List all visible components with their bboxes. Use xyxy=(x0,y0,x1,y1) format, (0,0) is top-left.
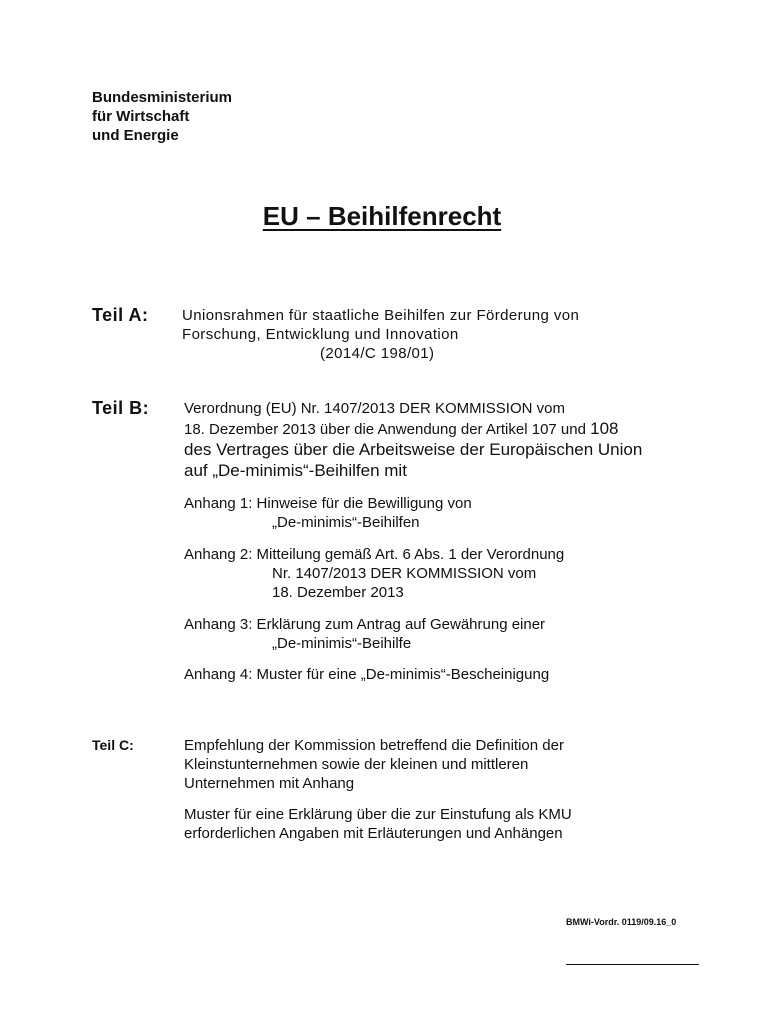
anhang-line: Anhang 4: Muster für eine „De-minimis“-Bescheinigung xyxy=(184,666,550,683)
teil-b-line: Verordnung (EU) Nr. 1407/2013 DER KOMMISSION vom xyxy=(184,400,565,417)
teil-c-line: Muster für eine Erklärung über die zur Einstufung als KMU xyxy=(184,806,572,823)
teil-a-line: Unionsrahmen für staatliche Beihilfen zur Förderung von xyxy=(182,307,580,324)
teil-b-line-part: 108 xyxy=(590,419,619,438)
teil-c-line: Unternehmen mit Anhang xyxy=(184,775,355,792)
anhang-line: 18. Dezember 2013 xyxy=(272,584,404,601)
teil-b-line: des Vertrages über die Arbeitsweise der Europäischen Union xyxy=(184,440,643,459)
teil-b-text xyxy=(184,399,642,481)
teil-a-label: Teil A: xyxy=(92,305,149,325)
teil-b-label: Teil B: xyxy=(92,398,150,418)
teil-a-text xyxy=(182,306,579,363)
anhang-line: Anhang 1: Hinweise für die Bewilligung von xyxy=(184,495,472,512)
teil-a-reference: (2014/C 198/01) xyxy=(320,345,435,362)
anhang-line: „De-minimis“-Beihilfe xyxy=(272,635,412,652)
teil-b-line: auf „De-minimis“-Beihilfen mit xyxy=(184,461,407,480)
teil-c-label: Teil C: xyxy=(92,737,134,753)
ministry-line: Bundesministerium xyxy=(92,89,233,106)
anhang-line: Nr. 1407/2013 DER KOMMISSION vom xyxy=(272,565,537,582)
teil-c-line: erforderlichen Angaben mit Erläuterungen und Anhängen xyxy=(184,825,563,842)
document-title: EU – Beihilfenrecht xyxy=(262,201,502,231)
signature-line xyxy=(566,964,699,965)
anhang-4 xyxy=(184,665,549,684)
ministry-name xyxy=(92,88,232,145)
ministry-line: und Energie xyxy=(92,127,179,144)
anhang-3 xyxy=(184,615,545,653)
anhang-line: Anhang 2: Mitteilung gemäß Art. 6 Abs. 1 der Verordnung xyxy=(184,546,565,563)
teil-c-line: Empfehlung der Kommission betreffend die Definition der xyxy=(184,737,564,754)
teil-c-line: Kleinstunternehmen sowie der kleinen und mittleren xyxy=(184,756,529,773)
teil-b-line xyxy=(184,419,642,439)
teil-c-paragraph-2 xyxy=(184,805,572,843)
teil-c-paragraph-1 xyxy=(184,736,564,793)
anhang-2 xyxy=(184,545,564,602)
teil-a-line: Forschung, Entwicklung und Innovation xyxy=(182,326,459,343)
anhang-1 xyxy=(184,494,472,532)
form-number: BMWi-Vordr. 0119/09.16_0 xyxy=(566,917,677,927)
anhang-line: Anhang 3: Erklärung zum Antrag auf Gewährung einer xyxy=(184,616,546,633)
teil-b-line-part: 18. Dezember 2013 über die Anwendung der Artikel 107 und xyxy=(184,421,586,438)
ministry-line: für Wirtschaft xyxy=(92,108,190,125)
anhang-line: „De-minimis“-Beihilfen xyxy=(272,514,420,531)
